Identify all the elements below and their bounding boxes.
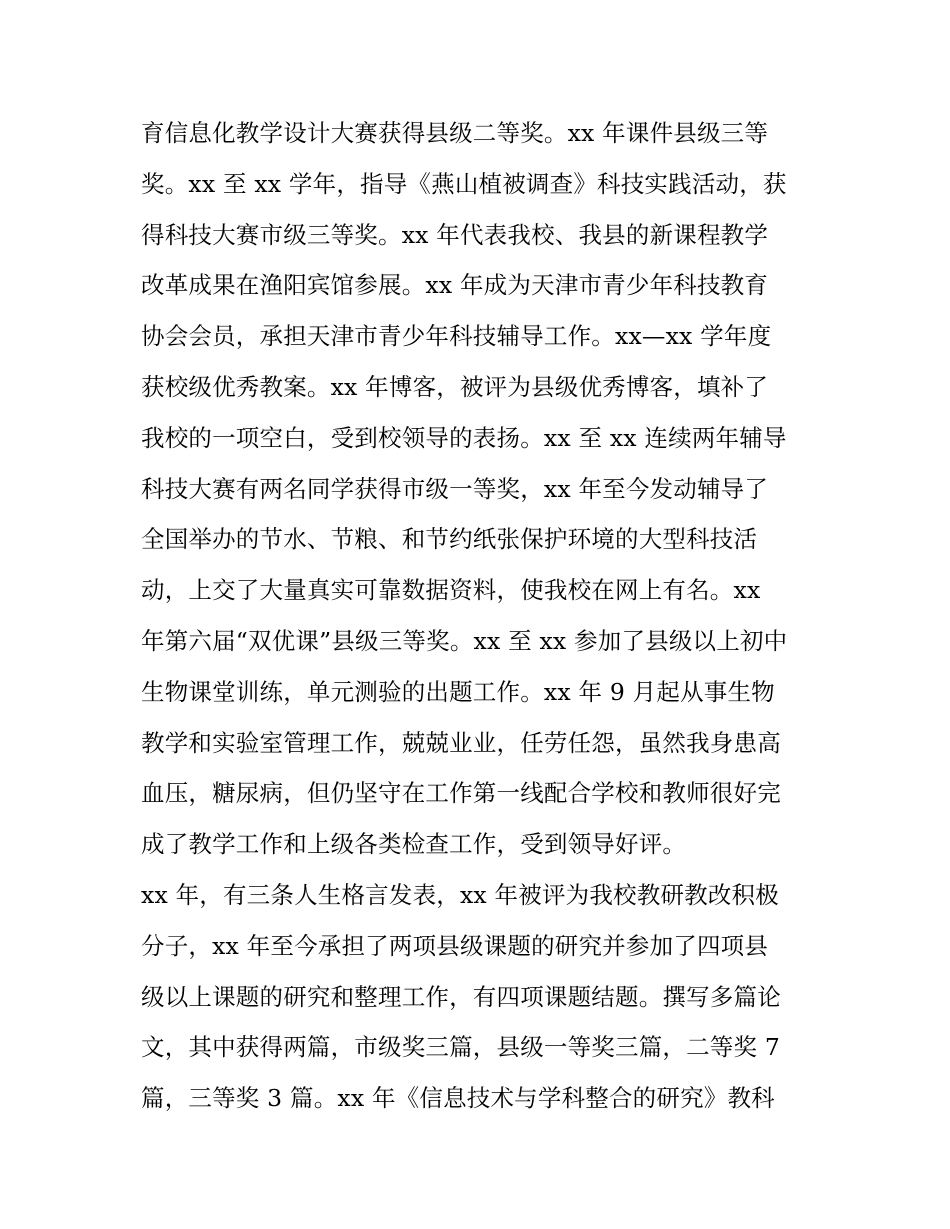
text-line: 成了教学工作和上级各类检查工作，受到领导好评。 [141,830,687,859]
text-line: 生物课堂训练，单元测验的出题工作。xx 年 9 月起从事生物 [141,677,775,706]
text-line: 血压，糖尿病，但仍坚守在工作第一线配合学校和教师很好完 [141,779,781,808]
text-line: 获校级优秀教案。xx 年博客，被评为县级优秀博客，填补了 [141,372,769,401]
text-line: 教学和实验室管理工作，兢兢业业，任劳任怨，虽然我身患高 [141,728,781,757]
text-line: 育信息化教学设计大赛获得县级二等奖。xx 年课件县级三等 [141,119,769,147]
text-line: 篇，三等奖 3 篇。xx 年《信息技术与学科整合的研究》教科 [141,1084,775,1113]
body-text [141,108,821,1124]
text-line: 科技大赛有两名同学获得市级一等奖，xx 年至今发动辅导了 [141,474,769,503]
text-line: 全国举办的节水、节粮、和节约纸张保护环境的大型科技活 [141,525,758,554]
text-line: 分子，xx 年至今承担了两项县级课题的研究并参加了四项县 [141,931,769,960]
text-line: 改革成果在渔阳宾馆参展。xx 年成为天津市青少年科技教育 [141,271,769,300]
text-line: 动，上交了大量真实可靠数据资料，使我校在网上有名。xx [141,576,761,605]
text-line: xx 年，有三条人生格言发表，xx 年被评为我校教研教改积极 [141,880,779,909]
text-line: 年第六届“双优课”县级三等奖。xx 至 xx 参加了县级以上初中 [141,626,788,655]
text-line: 得科技大赛市级三等奖。xx 年代表我校、我县的新课程教学 [141,220,769,249]
text-line: 文，其中获得两篇，市级奖三篇，县级一等奖三篇，二等奖 7 [141,1033,781,1062]
text-line: 奖。xx 至 xx 学年，指导《燕山植被调查》科技实践活动，获 [141,169,787,198]
text-line: 协会会员，承担天津市青少年科技辅导工作。xx—xx 学年度 [141,322,772,351]
text-line: 级以上课题的研究和整理工作，有四项课题结题。撰写多篇论 [141,982,781,1011]
text-line: 我校的一项空白，受到校领导的表扬。xx 至 xx 连续两年辅导 [141,423,787,452]
